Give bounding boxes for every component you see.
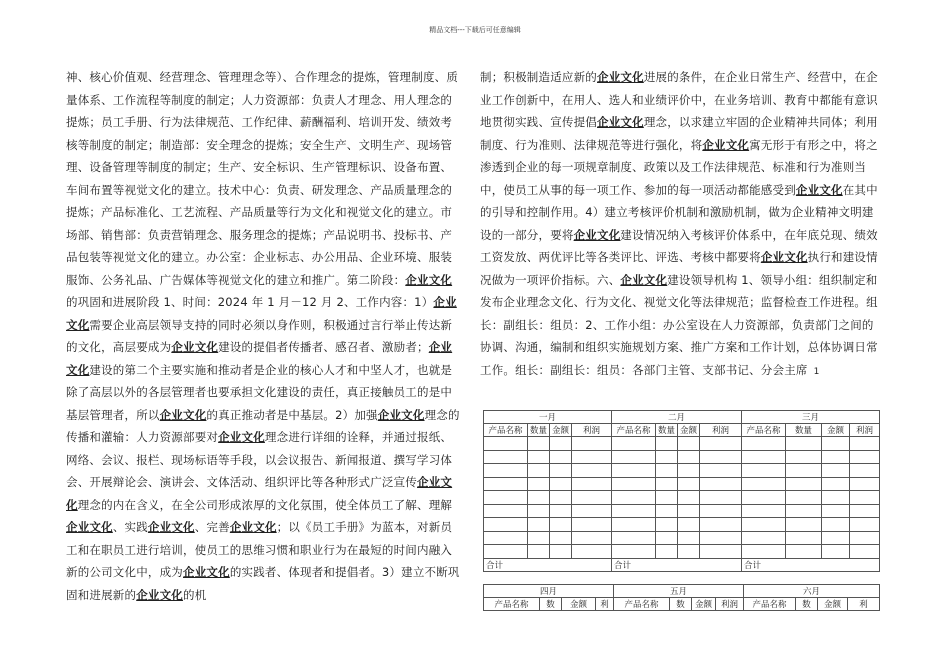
keyword-highlight: 企业文化 [229, 520, 277, 534]
table-cell [612, 504, 656, 518]
table-cell [550, 518, 572, 532]
col-header: 利 [848, 598, 880, 611]
table-cell [656, 545, 678, 559]
table-cell [786, 437, 822, 451]
table-cell [822, 450, 850, 464]
table-row [484, 545, 880, 559]
table-cell [678, 477, 700, 491]
table-cell [850, 477, 880, 491]
text-run: 在其中的引导和控制作用。4）建立考核评价机制和激励机制，做为企业精神文明建设的一部分，要将 [480, 182, 878, 242]
col-header: 数 [796, 598, 818, 611]
table-cell [528, 545, 550, 559]
keyword-highlight: 企业文化 [159, 407, 207, 422]
col-header: 利润 [850, 424, 880, 437]
total-label: 合计 [742, 558, 880, 571]
table-cell [678, 531, 700, 545]
month-label: 三月 [742, 411, 880, 424]
text-run: 的真正推动者是中基层。2）加强 [206, 407, 378, 422]
keyword-highlight: 企业文化 [573, 227, 621, 242]
total-label: 合计 [612, 558, 742, 571]
table-cell [656, 504, 678, 518]
table-cell [786, 477, 822, 491]
table-cell [656, 464, 678, 478]
table-cell [484, 477, 528, 491]
text-run: 理念进行详细的诠释，并通过报纸、网络、会议、报栏、现场标语等手段，以会议报告、新闻报道、撰写学习体会、开展辩论会、演讲会、文体活动、组织评比等各种形式广泛宣传 [66, 430, 453, 489]
table-cell [528, 518, 550, 532]
table-cell [656, 450, 678, 464]
table-row [484, 464, 880, 478]
table-cell [550, 531, 572, 545]
column-header-row [484, 424, 880, 437]
table-cell [572, 464, 612, 478]
keyword-highlight: 企业文化 [795, 182, 843, 197]
table-row [484, 491, 880, 505]
keyword-highlight: 企业文化 [66, 340, 453, 377]
table-cell [678, 504, 700, 518]
table-cell [742, 545, 786, 559]
table-cell [612, 464, 656, 478]
text-run: 进展的条件，在企业日常生产、经营中，在企业工作创新中，在用人、选人和业绩评价中，在业务培训、教育中都能有意识地贯彻实践、宣传提倡 [480, 70, 878, 129]
table-cell [678, 464, 700, 478]
keyword-highlight: 企业文化 [377, 407, 425, 422]
table-cell [822, 504, 850, 518]
col-header: 数量 [786, 424, 822, 437]
table-cell [742, 450, 786, 464]
text-run: 寓无形于有形之中，将之渗透到企业的每一项规章制度、政策以及工作法律规范、标准和行为准则当中，使员工从事的每一项工作、参加的每一项活动都能感受到 [480, 137, 878, 197]
col-header: 产品名称 [742, 424, 786, 437]
month-label: 一月 [484, 411, 612, 424]
month-label: 六月 [744, 585, 880, 598]
table-cell [742, 531, 786, 545]
table-cell [742, 437, 786, 451]
table-cell [700, 504, 742, 518]
keyword-highlight: 企业文化 [66, 475, 453, 512]
table-cell [786, 504, 822, 518]
table-cell [572, 504, 612, 518]
table-cell [742, 504, 786, 518]
table-cell [656, 531, 678, 545]
text-run: 建设的第二个主要实施和推动者是企业的核心人才和中坚人才，也就是除了高层以外的各层管理者也要承担文化建设的责任，真正接触员工的是中基层管理者，所以 [66, 362, 453, 422]
table-cell [550, 491, 572, 505]
text-run: 需要企业高层领导支持的同时必须以身作则，积极通过言行举止传达新的文化，高层要成为 [66, 317, 453, 354]
text-run: 制；积极制造适应新的 [480, 70, 597, 84]
table-cell [612, 545, 656, 559]
table-cell [786, 518, 822, 532]
table-cell [572, 518, 612, 532]
table-row [484, 477, 880, 491]
table-cell [550, 450, 572, 464]
table-cell [822, 464, 850, 478]
keyword-highlight: 企业文化 [597, 115, 644, 129]
sales-table-q2 [483, 584, 880, 611]
col-header: 数量 [656, 424, 678, 437]
table-cell [700, 545, 742, 559]
text-run: 的实践者、体现者和提倡者。3）建立不断巩固和进展新的 [66, 565, 460, 602]
table-cell [700, 491, 742, 505]
month-label: 二月 [612, 411, 742, 424]
keyword-highlight: 企业文化 [620, 272, 668, 287]
month-header-row [484, 585, 880, 598]
col-header: 金额 [550, 424, 572, 437]
table-cell [822, 437, 850, 451]
table-cell [550, 477, 572, 491]
table-cell [528, 437, 550, 451]
text-run: 理念的内在含义，在全公司形成浓厚的文化氛围，使全体员工了解、理解 [77, 497, 453, 512]
table-cell [850, 450, 880, 464]
col-header: 利 [596, 598, 614, 611]
text-run: 、完善 [194, 520, 230, 534]
table-cell [572, 491, 612, 505]
table-cell [484, 450, 528, 464]
table-cell [572, 437, 612, 451]
right-column-text [480, 66, 882, 383]
col-header: 金额 [678, 424, 700, 437]
table-cell [822, 545, 850, 559]
table-cell [700, 464, 742, 478]
table-cell [742, 464, 786, 478]
month-label: 五月 [614, 585, 744, 598]
text-run: 理念的传播和灌输：人力资源部要对 [66, 407, 460, 444]
keyword-highlight: 企业文化 [147, 520, 195, 534]
col-header: 产品名称 [484, 598, 540, 611]
sales-table-q1 [483, 410, 880, 572]
table-cell [550, 545, 572, 559]
keyword-highlight: 企业文化 [405, 272, 453, 287]
table-cell [678, 491, 700, 505]
col-header: 利润 [700, 424, 742, 437]
table-cell [700, 477, 742, 491]
table-cell [742, 477, 786, 491]
table-cell [612, 450, 656, 464]
table-cell [786, 491, 822, 505]
table-cell [822, 491, 850, 505]
table-cell [528, 464, 550, 478]
table-cell [484, 518, 528, 532]
col-header: 产品名称 [612, 424, 656, 437]
table-cell [572, 450, 612, 464]
month-label: 四月 [484, 585, 614, 598]
keyword-highlight: 企业文化 [171, 340, 219, 354]
table-cell [612, 491, 656, 505]
text-run: 执行和建设情况做为一项评价指标。六、 [480, 250, 878, 287]
table-cell [742, 491, 786, 505]
keyword-highlight: 企业文化 [218, 430, 265, 444]
text-run: 建设的提倡者传播者、感召者、激励者； [218, 340, 429, 354]
text-run: 的巩固和进展阶段 1、时间：2024 年 1 月－12 月 2、工作内容：1） [66, 295, 434, 309]
column-header-row [484, 598, 880, 611]
table-cell [850, 504, 880, 518]
table-cell [612, 477, 656, 491]
table-cell [822, 518, 850, 532]
table-cell [700, 450, 742, 464]
table-cell [528, 531, 550, 545]
table-cell [484, 464, 528, 478]
keyword-highlight: 企业文化 [760, 250, 808, 264]
table-cell [656, 477, 678, 491]
table-cell [612, 531, 656, 545]
table-cell [700, 437, 742, 451]
table-cell [850, 491, 880, 505]
table-cell [786, 545, 822, 559]
table-cell [850, 518, 880, 532]
table-cell [612, 518, 656, 532]
text-run: 理念，以求建立牢固的企业精神共同体；利用制度、行为准则、法律规范等进行强化，将 [480, 115, 878, 152]
keyword-highlight: 企业文化 [183, 565, 230, 579]
text-run: ；以《员工手册》为蓝本，对新员工和在职员工进行培训，使员工的思维习惯和职业行为在最短的时间内融入新的公司文化中，成为 [66, 520, 453, 579]
table-cell [700, 531, 742, 545]
col-header: 金额 [562, 598, 596, 611]
table-cell [850, 437, 880, 451]
left-column-text [66, 66, 460, 606]
month-header-row [484, 411, 880, 424]
col-header: 金额 [822, 424, 850, 437]
table-cell [612, 437, 656, 451]
table-cell [822, 477, 850, 491]
table-cell [484, 504, 528, 518]
table-cell [786, 464, 822, 478]
table-row [484, 531, 880, 545]
table-cell [550, 437, 572, 451]
table-cell [484, 531, 528, 545]
table-cell [850, 531, 880, 545]
total-row [484, 558, 880, 571]
table-row [484, 450, 880, 464]
table-cell [572, 531, 612, 545]
col-header: 数量 [528, 424, 550, 437]
col-header: 产品名称 [484, 424, 528, 437]
keyword-highlight: 企业文化 [136, 587, 184, 602]
table-cell [656, 437, 678, 451]
table-row [484, 518, 880, 532]
table-cell [550, 504, 572, 518]
table-cell [528, 450, 550, 464]
table-cell [572, 545, 612, 559]
keyword-highlight: 企业文化 [597, 70, 644, 84]
page-number: 1 [813, 366, 820, 377]
table-cell [678, 450, 700, 464]
col-header: 金额 [818, 598, 848, 611]
table-cell [700, 518, 742, 532]
table-cell [550, 464, 572, 478]
text-run: 建设领导机构 1、领导小组：组织制定和发布企业理念文化、行为文化、视觉文化等法律规范；监督检查工作进程。组长：副组长：组员：2、工作小组：办公室设在人力资源部，负责部门之间的协调、沟通，编制和组织实施规划方案、推广方案和工作计划，总体协调日常工作。组长：副组长：组员：各部门主管、支部书记、分会主席 [480, 272, 878, 377]
table-cell [528, 477, 550, 491]
table-row [484, 504, 880, 518]
table-cell [656, 518, 678, 532]
text-run: 、实践 [112, 520, 148, 534]
table-cell [528, 491, 550, 505]
total-label: 合计 [484, 558, 612, 571]
table-cell [786, 450, 822, 464]
table-cell [678, 518, 700, 532]
table-cell [484, 545, 528, 559]
table-cell [822, 531, 850, 545]
table-cell [850, 464, 880, 478]
col-header: 金额 [692, 598, 716, 611]
col-header: 利润 [572, 424, 612, 437]
table-cell [484, 437, 528, 451]
table-row [484, 437, 880, 451]
table-cell [572, 477, 612, 491]
col-header: 利润 [716, 598, 744, 611]
col-header: 数 [540, 598, 562, 611]
table-cell [656, 491, 678, 505]
col-header: 产品名称 [614, 598, 670, 611]
col-header: 产品名称 [744, 598, 796, 611]
col-header: 数 [670, 598, 692, 611]
table-cell [484, 491, 528, 505]
keyword-highlight: 企业文化 [66, 520, 113, 534]
text-run: 的机 [183, 587, 207, 602]
table-cell [528, 504, 550, 518]
table-cell [850, 545, 880, 559]
page-header: 精品文档---下载后可任意编辑 [429, 26, 521, 34]
table-cell [678, 545, 700, 559]
table-cell [678, 437, 700, 451]
text-run: 神、核心价值观、经营理念、管理理念等）、合作理念的提炼，管理制度、质量体系、工作流程等制度的制定；人力资源部：负责人才理念、用人理念的提炼；员工手册、行为法律规范、工作纪律、薪酬福利、培训开发、绩效考核等制度的制定；制造部：安全理念的提炼；安全生产、文明生产、现场管理、设备管理等制度的制定；生产、安全标识、生产管理标识、设备布置、车间布置等视觉文化的建立。技术中心：负责、研发理念、产品质量理念的提炼；产品标准化、工艺流程、产品质量等行为文化和视觉文化的建立。市场部、销售部：负责营销理念、服务理念的提炼；产品说明书、投标书、产品包装等视觉文化的建立。办公室：企业标志、办公用品、企业环境、服装服饰、公务礼品、广告媒体等视觉文化的建立和推广。第二阶段： [66, 70, 459, 287]
table-cell [786, 531, 822, 545]
table-cell [742, 518, 786, 532]
keyword-highlight: 企业文化 [66, 295, 457, 332]
text-run: 建设情况纳入考核评价体系中，在年底兑现、绩效工资发放、两优评比等各类评比、评选、考核中都要将 [480, 227, 878, 264]
keyword-highlight: 企业文化 [702, 137, 750, 152]
